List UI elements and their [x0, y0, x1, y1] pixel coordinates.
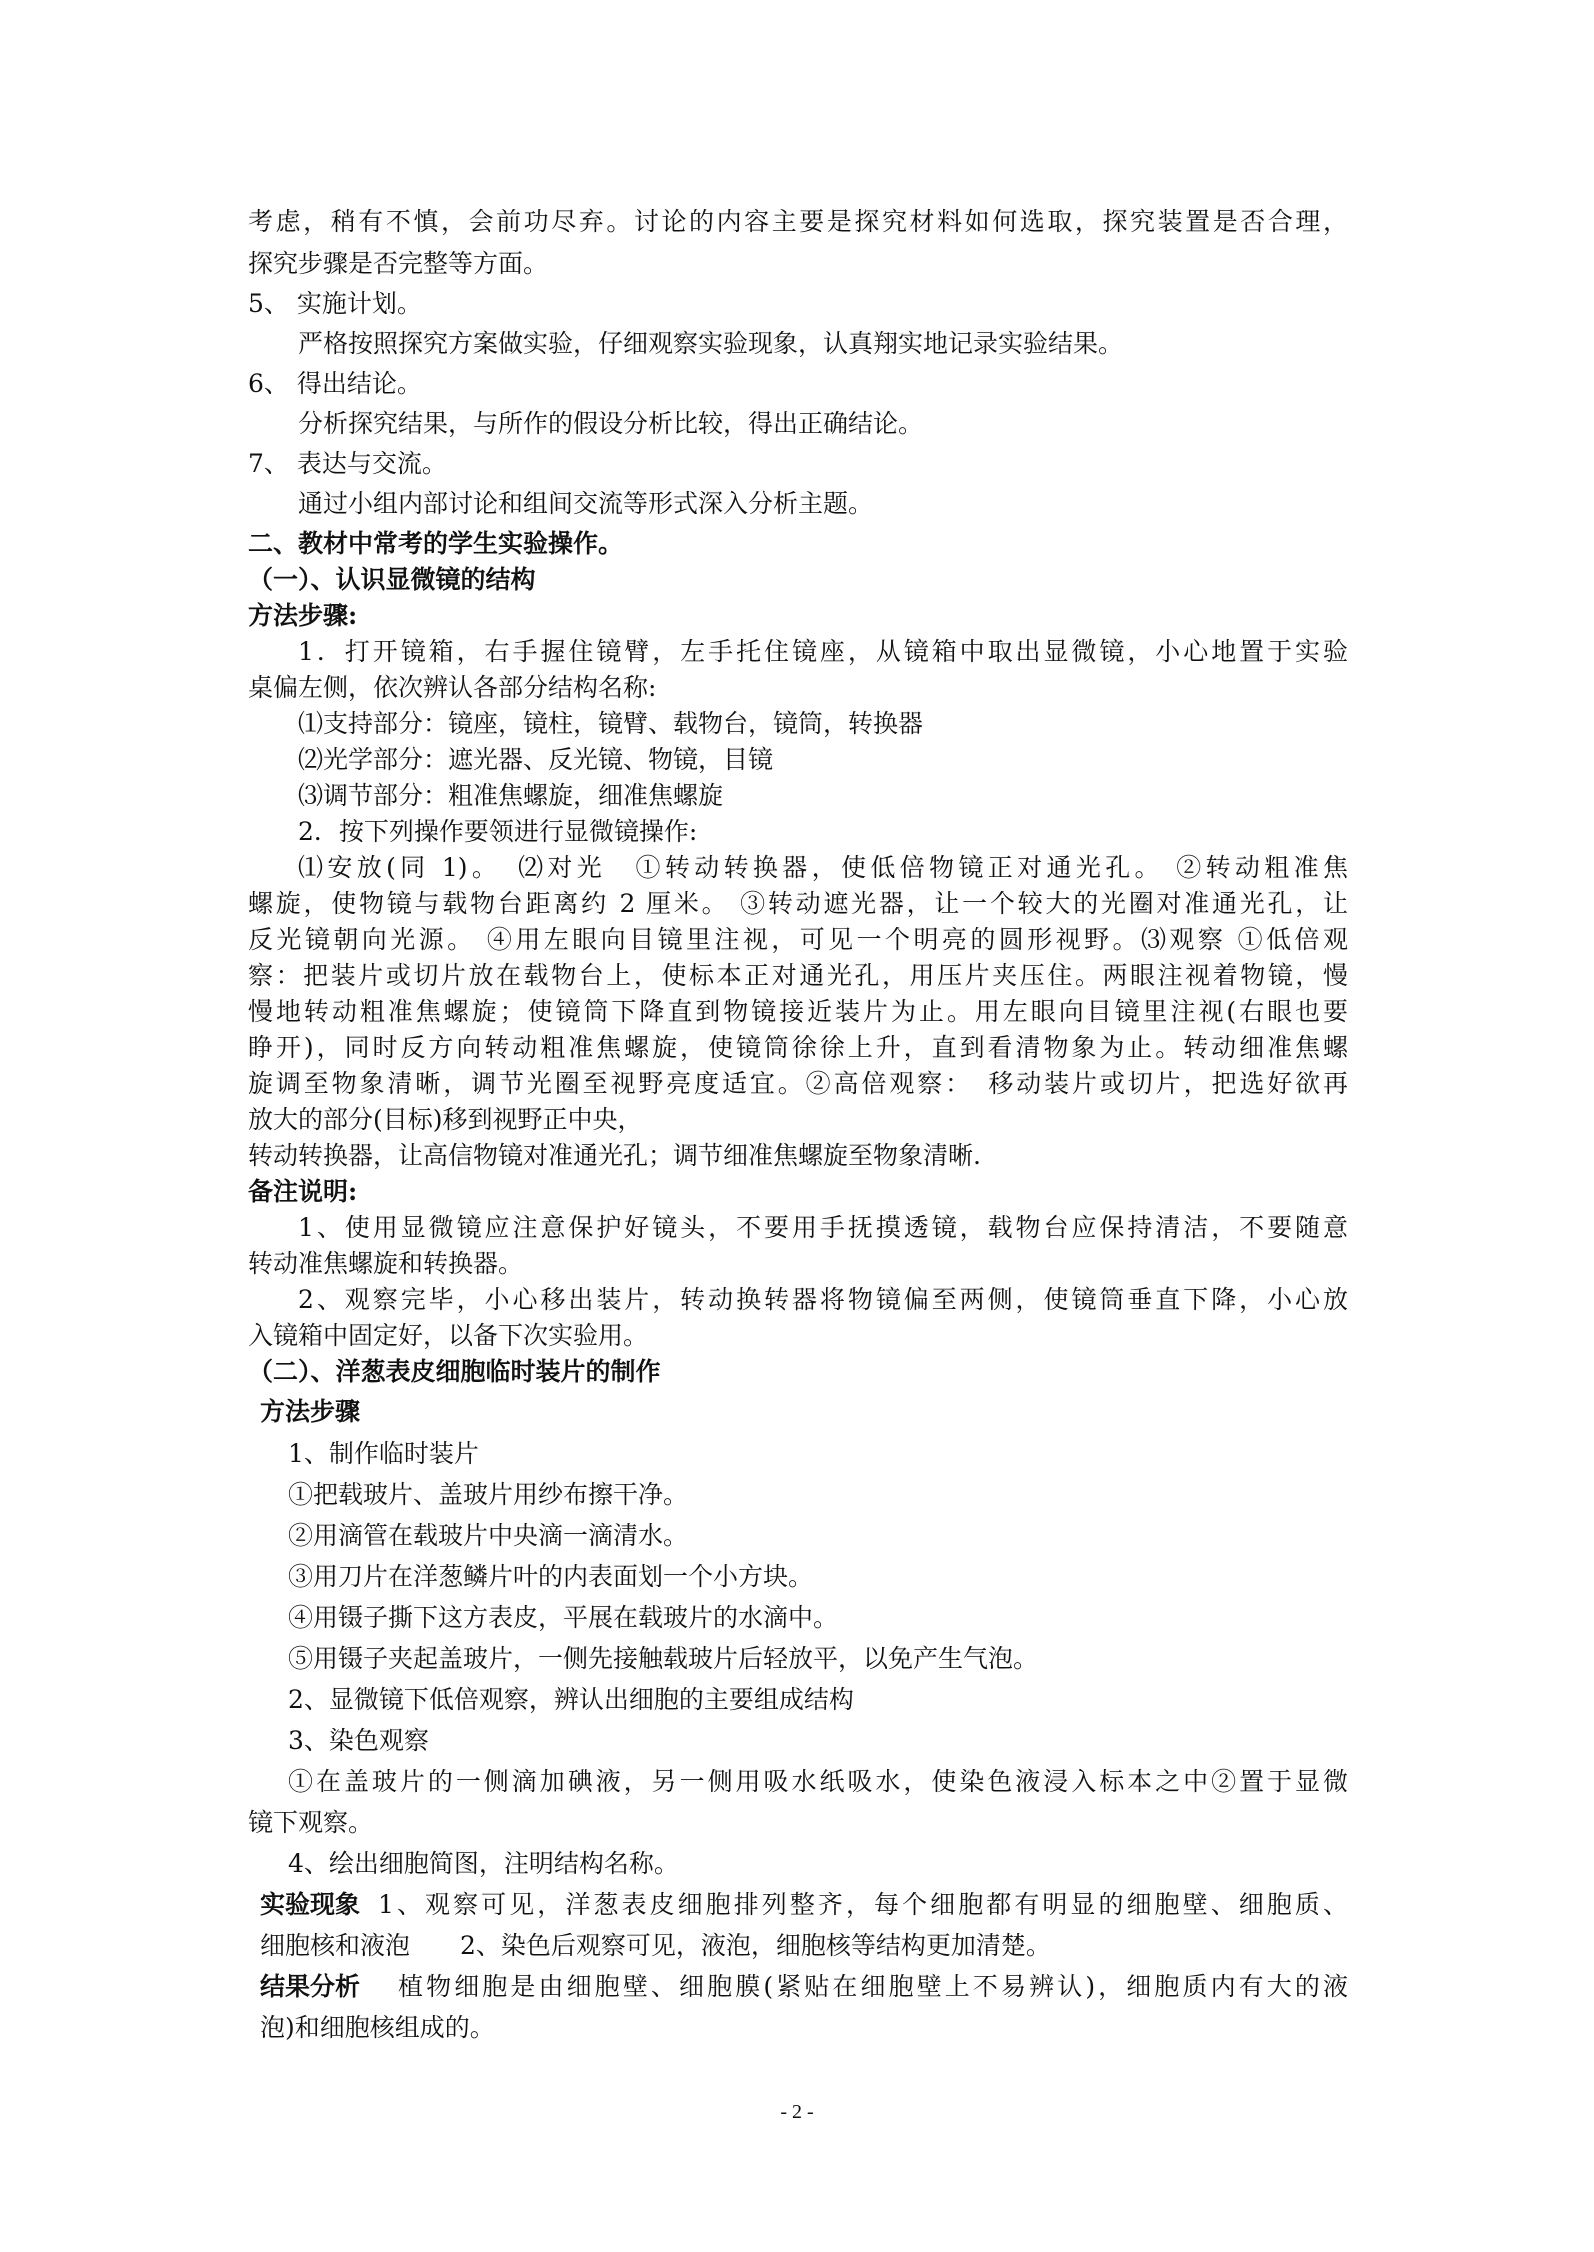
section-heading: 7、 表达与交流。 — [248, 449, 447, 478]
paragraph-line: 转动准焦螺旋和转换器。 — [248, 1249, 524, 1278]
subsection-heading: （一）、认识显微镜的结构 — [248, 565, 536, 594]
paragraph-line: 分析探究结果，与所作的假设分析比较，得出正确结论。 — [298, 409, 924, 438]
subsection-heading: （二）、洋葱表皮细胞临时装片的制作 — [248, 1357, 661, 1386]
analysis-heading: 结果分析 — [260, 1972, 361, 2001]
paragraph-line: 2、观察完毕，小心移出装片，转动换转器将物镜偏至两侧，使镜筒垂直下降，小心放 — [298, 1285, 1348, 1314]
method-heading: 方法步骤: — [248, 601, 358, 630]
paragraph-line: 察：把装片或切片放在载物台上，使标本正对通光孔，用压片夹压住。两眼注视着物镜，慢 — [248, 961, 1348, 990]
list-item: 2、显微镜下低倍观察，辨认出细胞的主要组成结构 — [288, 1685, 854, 1714]
paragraph-line: ⑴安放(同 1)。 ⑵对光 ①转动转换器，使低倍物镜正对通光孔。 ②转动粗准焦 — [298, 853, 1348, 882]
chapter-heading: 二、教材中常考的学生实验操作。 — [248, 529, 624, 558]
paragraph-line: 桌偏左侧，依次辨认各部分结构名称: — [248, 673, 657, 702]
page-number: - 2 - — [780, 2101, 814, 2123]
paragraph-line: 放大的部分(目标)移到视野正中央， — [248, 1105, 643, 1134]
paragraph-line: 1．打开镜箱，右手握住镜臂，左手托住镜座，从镜箱中取出显微镜，小心地置于实验 — [298, 637, 1348, 666]
paragraph-line: 考虑，稍有不慎，会前功尽弃。讨论的内容主要是探究材料如何选取，探究装置是否合理， — [248, 207, 1348, 236]
paragraph-line: 睁开)，同时反方向转动粗准焦螺旋，使镜筒徐徐上升，直到看清物象为止。转动细准焦螺 — [248, 1033, 1348, 1062]
paragraph-line: 1、观察可见，洋葱表皮细胞排列整齐，每个细胞都有明显的细胞壁、细胞质、 — [378, 1890, 1348, 1919]
list-item: ⑶调节部分：粗准焦螺旋，细准焦螺旋 — [298, 781, 724, 810]
list-item: ①在盖玻片的一侧滴加碘液，另一侧用吸水纸吸水，使染色液浸入标本之中②置于显微 — [288, 1767, 1348, 1796]
paragraph-line: 镜下观察。 — [248, 1808, 374, 1837]
list-item: ②用滴管在载玻片中央滴一滴清水。 — [288, 1521, 689, 1550]
notes-heading: 备注说明: — [248, 1177, 358, 1206]
list-item: ⑴支持部分：镜座，镜柱，镜臂、载物台，镜筒，转换器 — [298, 709, 924, 738]
paragraph-line: 探究步骤是否完整等方面。 — [248, 249, 549, 278]
paragraph-line: 旋调至物象清晰，调节光圈至视野亮度适宜。②高倍观察： 移动装片或切片，把选好欲再 — [248, 1069, 1348, 1098]
section-heading: 5、 实施计划。 — [248, 289, 422, 318]
paragraph-line: 植物细胞是由细胞壁、细胞膜(紧贴在细胞壁上不易辨认)，细胞质内有大的液 — [398, 1972, 1348, 2001]
paragraph-line: 螺旋，使物镜与载物台距离约 2 厘米。 ③转动遮光器，让一个较大的光圈对准通光孔，让 — [248, 889, 1348, 918]
paragraph-line: 泡)和细胞核组成的。 — [260, 2013, 495, 2042]
section-heading: 6、 得出结论。 — [248, 369, 422, 398]
paragraph-line: 转动转换器，让高信物镜对准通光孔；调节细准焦螺旋至物象清晰. — [248, 1141, 981, 1170]
observation-heading: 实验现象 — [260, 1890, 361, 1919]
paragraph-line: 2．按下列操作要领进行显微镜操作: — [298, 817, 698, 846]
list-item: ⑤用镊子夹起盖玻片，一侧先接触载玻片后轻放平，以免产生气泡。 — [288, 1644, 1039, 1673]
paragraph-line: 通过小组内部讨论和组间交流等形式深入分析主题。 — [298, 489, 874, 518]
paragraph-line: 1、使用显微镜应注意保护好镜头，不要用手抚摸透镜，载物台应保持清洁，不要随意 — [298, 1213, 1348, 1242]
list-item: 3、染色观察 — [288, 1726, 429, 1755]
list-item: 4、绘出细胞简图，注明结构名称。 — [288, 1849, 679, 1878]
paragraph-line: 细胞核和液泡 2、染色后观察可见，液泡，细胞核等结构更加清楚。 — [260, 1931, 1051, 1960]
method-heading: 方法步骤 — [260, 1397, 361, 1426]
list-item: ③用刀片在洋葱鳞片叶的内表面划一个小方块。 — [288, 1562, 814, 1591]
paragraph-line: 慢地转动粗准焦螺旋；使镜筒下降直到物镜接近装片为止。用左眼向目镜里注视(右眼也要 — [248, 997, 1348, 1026]
list-item: ⑵光学部分：遮光器、反光镜、物镜，目镜 — [298, 745, 774, 774]
paragraph-line: 严格按照探究方案做实验，仔细观察实验现象，认真翔实地记录实验结果。 — [298, 329, 1124, 358]
paragraph-line: 入镜箱中固定好，以备下次实验用。 — [248, 1321, 649, 1350]
list-item: ①把载玻片、盖玻片用纱布擦干净。 — [288, 1480, 689, 1509]
paragraph-line: 反光镜朝向光源。 ④用左眼向目镜里注视，可见一个明亮的圆形视野。⑶观察 ①低倍观 — [248, 925, 1348, 954]
list-item: ④用镊子撕下这方表皮，平展在载玻片的水滴中。 — [288, 1603, 839, 1632]
list-item: 1、制作临时装片 — [288, 1439, 479, 1468]
